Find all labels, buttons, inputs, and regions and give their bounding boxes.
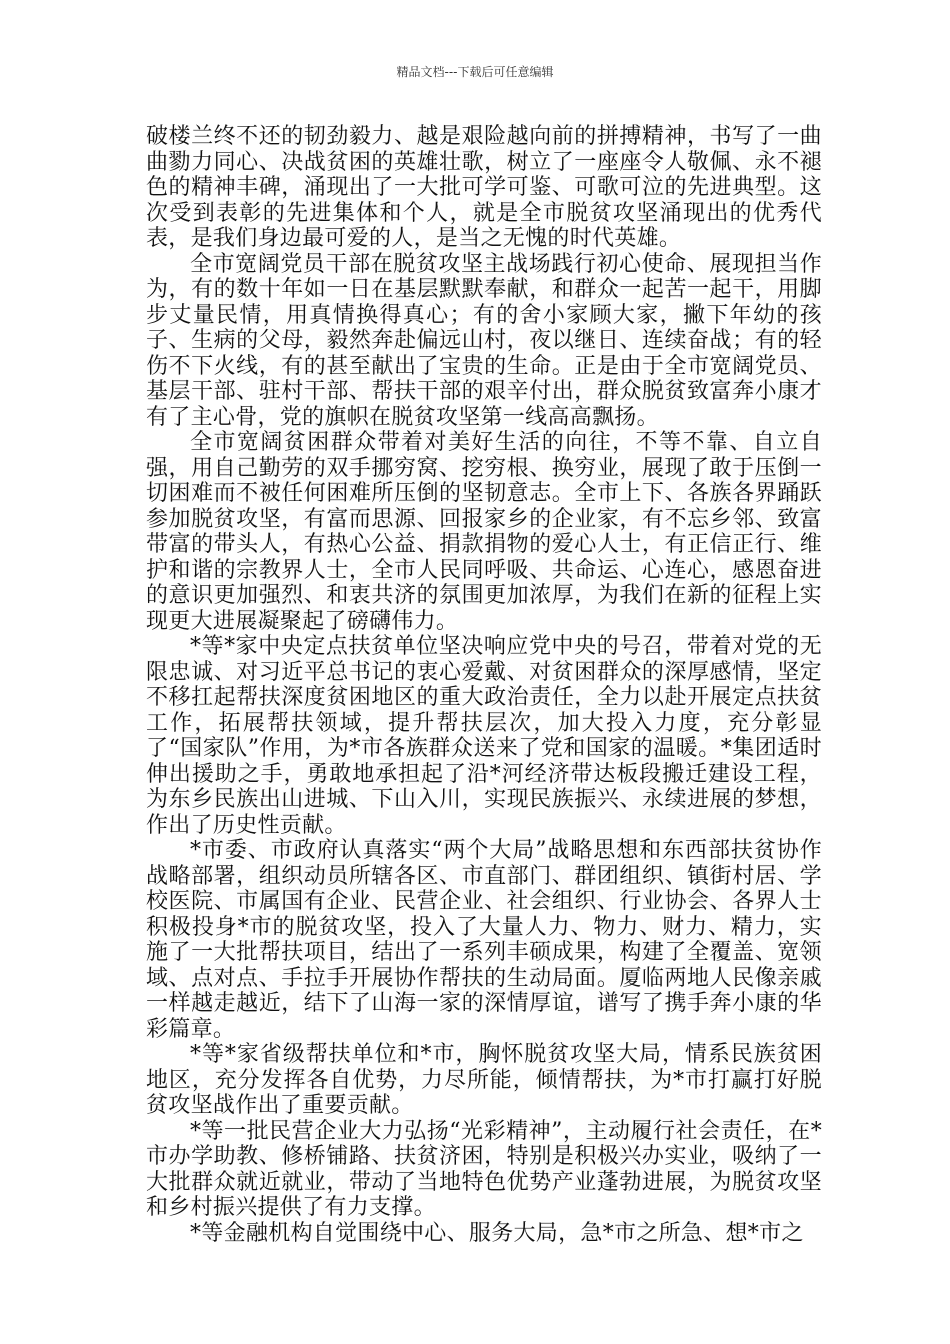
paragraph-2: 全市宽阔党员干部在脱贫攻坚主战场践行初心使命、展现担当作为，有的数十年如一日在基层默默奉献，和群众一起苦一起干，用脚步丈量民情，用真情换得真心；有的舍小家顾大家，撇下年幼的孩子、生病的父母，毅然奔赴偏远山村，夜以继日、连续奋战；有的轻伤不下火线，有的甚至献出了宝贵的生命。正是由于全市宽阔党员、基层干部、驻村干部、帮扶干部的艰辛付出，群众脱贫致富奔小康才有了主心骨，党的旗帜在脱贫攻坚第一线高高飘扬。 (146, 251, 822, 430)
paragraph-7: *等一批民营企业大力弘扬“光彩精神”，主动履行社会责任，在*市办学助教、修桥铺路、扶贫济困，特别是积极兴办实业，吸纳了一大批群众就近就业，带动了当地特色优势产业蓬勃进展，为脱贫攻坚和乡村振兴提供了有力支撑。 (146, 1118, 822, 1220)
paragraph-8: *等金融机构自觉围绕中心、服务大局，急*市之所急、想*市之 (190, 1220, 804, 1246)
page-header: 精品文档---下载后可任意编辑 (396, 65, 554, 79)
document-body (146, 124, 822, 1246)
paragraph-3: 全市宽阔贫困群众带着对美好生活的向往，不等不靠、自立自强，用自己勤劳的双手挪穷窝、挖穷根、换穷业，展现了敢于压倒一切困难而不被任何困难所压倒的坚韧意志。全市上下、各族各界踊跃参加脱贫攻坚，有富而思源、回报家乡的企业家，有不忘乡邻、致富带富的带头人，有热心公益、捐款捐物的爱心人士，有正信正行、维护和谐的宗教界人士，全市人民同呼吸、共命运、心连心，感恩奋进的意识更加强烈、和衷共济的氛围更加浓厚，为我们在新的征程上实现更大进展凝聚起了磅礴伟力。 (146, 430, 822, 634)
paragraph-5: *市委、市政府认真落实“两个大局”战略思想和东西部扶贫协作战略部署，组织动员所辖各区、市直部门、群团组织、镇街村居、学校医院、市属国有企业、民营企业、社会组织、行业协会、各界人士积极投身*市的脱贫攻坚，投入了大量人力、物力、财力、精力，实施了一大批帮扶项目，结出了一系列丰硕成果，构建了全覆盖、宽领域、点对点、手拉手开展协作帮扶的生动局面。厦临两地人民像亲戚一样越走越近，结下了山海一家的深情厚谊，谱写了携手奔小康的华彩篇章。 (146, 838, 822, 1042)
paragraph-1: 破楼兰终不还的韧劲毅力、越是艰险越向前的拼搏精神，书写了一曲曲勠力同心、决战贫困的英雄壮歌，树立了一座座令人敬佩、永不褪色的精神丰碑，涌现出了一大批可学可鉴、可歌可泣的先进典型。这次受到表彰的先进集体和个人，就是全市脱贫攻坚涌现出的优秀代表，是我们身边最可爱的人，是当之无愧的时代英雄。 (146, 124, 822, 251)
paragraph-6: *等*家省级帮扶单位和*市，胸怀脱贫攻坚大局，情系民族贫困地区，充分发挥各自优势，力尽所能，倾情帮扶，为*市打赢打好脱贫攻坚战作出了重要贡献。 (146, 1042, 822, 1118)
paragraph-4: *等*家中央定点扶贫单位坚决响应党中央的号召，带着对党的无限忠诚、对习近平总书记的衷心爱戴、对贫困群众的深厚感情，坚定不移扛起帮扶深度贫困地区的重大政治责任，全力以赴开展定点扶贫工作，拓展帮扶领域，提升帮扶层次，加大投入力度，充分彰显了“国家队”作用，为*市各族群众送来了党和国家的温暖。*集团适时伸出援助之手，勇敢地承担起了沿*河经济带达板段搬迁建设工程，为东乡民族出山进城、下山入川，实现民族振兴、永续进展的梦想，作出了历史性贡献。 (146, 634, 822, 838)
